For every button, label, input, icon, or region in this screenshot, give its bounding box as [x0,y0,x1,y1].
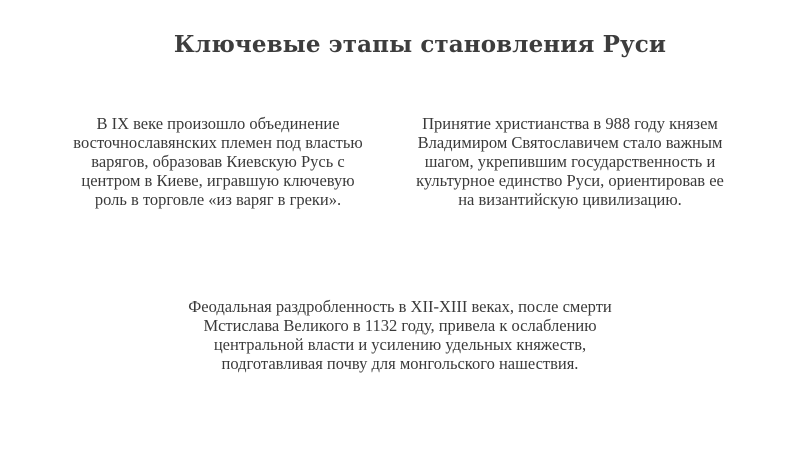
paragraph-line: подготавливая почву для монгольского нашествия. [221,354,579,373]
paragraph-kievan-rus-formation [40,114,396,209]
paragraph-line: центральной власти и усилению удельных княжеств, [213,335,587,354]
paragraph-line: Мстислава Великого в 1132 году, привела к ослаблению [203,316,597,335]
paragraph-christianization [392,114,748,209]
paragraph-line: В IX веке произошло объединение [96,114,340,133]
paragraph-line: Владимиром Святославичем стало важным [417,133,723,152]
paragraph-line: восточнославянских племен под властью [73,133,363,152]
paragraph-line: культурное единство Руси, ориентировав ее [416,171,724,190]
slide-title: Ключевые этапы становления Руси [173,31,667,58]
paragraph-line: роль в торговле «из варяг в греки». [94,190,342,209]
paragraph-line: на византийскую цивилизацию. [458,190,682,209]
paragraph-line: шагом, укрепившим государственность и [424,152,716,171]
paragraph-feudal-fragmentation [150,297,650,373]
paragraph-line: центром в Киеве, игравшую ключевую [81,171,355,190]
paragraph-line: Феодальная раздробленность в XII-XIII веках, после смерти [188,297,612,316]
paragraph-line: Принятие христианства в 988 году князем [422,114,718,133]
paragraph-line: варягов, образовав Киевскую Русь с [91,152,345,171]
